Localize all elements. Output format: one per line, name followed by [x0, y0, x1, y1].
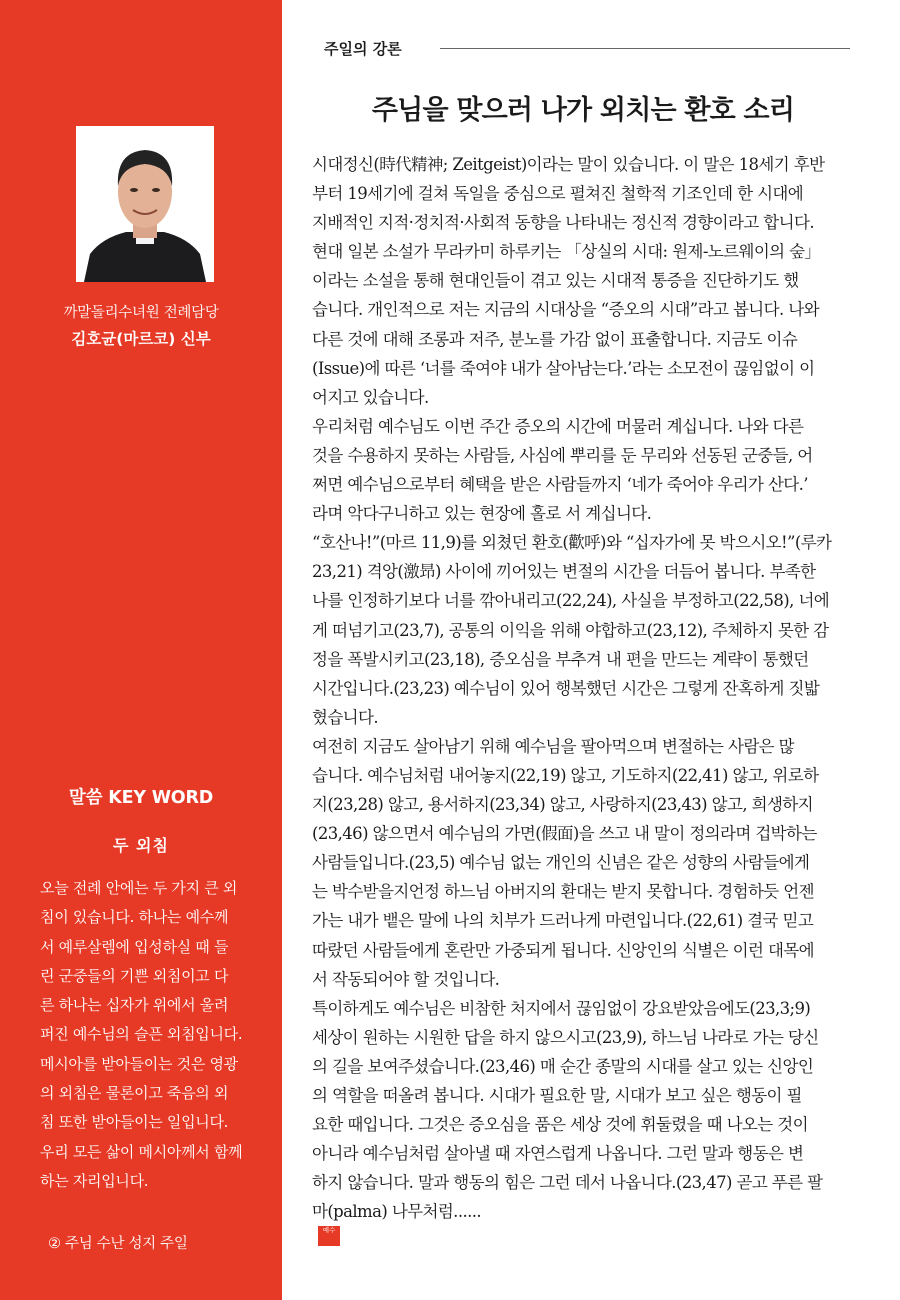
article-line: 지배적인 지적·정치적·사회적 동향을 나타내는 정신적 경향이라고 합니다. [312, 213, 814, 233]
author-portrait-image [76, 126, 214, 282]
keyword-line: 침 또한 받아들이는 일입니다. [40, 1113, 229, 1132]
keyword-line: 린 군중들의 기쁜 외침이고 다 [40, 966, 229, 985]
article-title: 주님을 맞으러 나가 외치는 환호 소리 [371, 95, 795, 126]
article-line: 쩌면 예수님으로부터 혜택을 받은 사람들까지 ‘네가 죽어야 우리가 산다.’ [312, 475, 808, 495]
article-line: 우리처럼 예수님도 이번 주간 증오의 시간에 머물러 계십니다. 나와 다른 [312, 416, 804, 436]
article-line: 나를 인정하기보다 너를 깎아내리고(22,24), 사실을 부정하고(22,58), 너에 [312, 591, 830, 611]
article-line: 것을 수용하지 못하는 사람들, 사심에 뿌리를 둔 무리와 선동된 군중들, 어 [312, 445, 813, 465]
author-affiliation: 까말돌리수녀원 전례담당 [63, 305, 219, 321]
article-line: 이라는 소설을 통해 현대인들이 겪고 있는 시대적 통증을 진단하기도 했 [312, 271, 799, 291]
keyword-line: 우리 모든 삶이 메시아께서 함께 [40, 1142, 243, 1161]
article-line: 시간입니다.(23,23) 예수님이 있어 행복했던 시간은 그렇게 잔혹하게 짓밟 [312, 678, 820, 698]
end-mark-stamp: 예수 [318, 1226, 340, 1246]
article-line: 세상이 원하는 시원한 답을 하지 않으시고(23,9), 하느님 나라로 가는 당신 [312, 1027, 819, 1047]
article-body [312, 150, 854, 1246]
keyword-line: 른 하나는 십자가 위에서 울려 [40, 996, 229, 1015]
article-line: 사람들입니다.(23,5) 예수님 없는 개인의 신념은 같은 성향의 사람들에게 [312, 853, 810, 873]
keyword-line: 하는 자리입니다. [40, 1171, 149, 1190]
keyword-line: 침이 있습니다. 하나는 예수께 [40, 908, 229, 927]
article-line: 가는 내가 뱉은 말에 나의 치부가 드러나게 마련입니다.(22,61) 결국 믿고 [312, 911, 814, 931]
page-footer-note: ② 주님 수난 성지 주일 [48, 1236, 188, 1252]
article-line: 따랐던 사람들에게 혼란만 가중되게 됩니다. 신앙인의 식별은 이런 대목에 [312, 940, 814, 960]
article-line: 마(palma) 나무처럼...... [312, 1202, 482, 1222]
keyword-body [40, 874, 252, 1196]
article-line: 의 길을 보여주셨습니다.(23,46) 매 순간 종말의 시대를 살고 있는 신앙인 [312, 1056, 814, 1076]
article-line: 요한 때입니다. 그것은 증오심을 품은 세상 것에 휘둘렸을 때 나오는 것이 [312, 1115, 808, 1135]
keyword-line: 메시아를 받아들이는 것은 영광 [40, 1054, 238, 1073]
article-line: 부터 19세기에 걸쳐 독일을 중심으로 펼쳐진 철학적 기조인데 한 시대에 [312, 184, 804, 204]
article-line: 습니다. 개인적으로 저는 지금의 시대상을 “증오의 시대”라고 봅니다. 나와 [312, 300, 819, 320]
header-divider [440, 48, 850, 49]
article-line: (23,46) 않으면서 예수님의 가면(假面)을 쓰고 내 말이 정의라며 겁박하는 [312, 824, 817, 844]
article-line: 정을 폭발시키고(23,18), 증오심을 부추겨 내 편을 만드는 계략이 통했던 [312, 649, 809, 669]
author-name: 김호균(마르코) 신부 [71, 330, 211, 348]
keyword-line: 오늘 전례 안에는 두 가지 큰 외 [40, 879, 238, 897]
article-line: 현대 일본 소설가 무라카미 하루키는 「상실의 시대: 원제-노르웨이의 숲」 [312, 242, 821, 262]
article-line: 게 떠넘기고(23,7), 공통의 이익을 위해 야합하고(23,12), 주체하지 못한 감 [312, 620, 829, 640]
article-line: 서 작동되어야 할 것입니다. [312, 969, 500, 989]
keyword-line: 퍼진 예수님의 슬픈 외침입니다. [40, 1025, 243, 1044]
keyword-subheading: 두 외침 [113, 836, 169, 855]
article-line: 는 박수받을지언정 하느님 아버지의 환대는 받지 못합니다. 경험하듯 언젠 [312, 882, 814, 902]
article-line: 하지 않습니다. 말과 행동의 힘은 그런 데서 나옵니다.(23,47) 곧고 푸른 팔 [312, 1173, 823, 1193]
article-last-line [312, 1197, 854, 1246]
article-line: 지(23,28) 않고, 용서하지(23,34) 않고, 사랑하지(23,43) 않고, 희생하지 [312, 795, 813, 815]
article-line: “호산나!”(마르 11,9)를 외쳤던 환호(歡呼)와 “십자가에 못 박으시오!”(루카 [312, 533, 832, 553]
article-line: 아니라 예수님처럼 살아낼 때 자연스럽게 나옵니다. 그런 말과 행동은 변 [312, 1144, 804, 1164]
article-line: 특이하게도 예수님은 비참한 처지에서 끊임없이 강요받았음에도(23,3;9) [312, 998, 811, 1018]
keyword-heading: 말씀 KEY WORD [68, 788, 214, 808]
author-photo [76, 126, 214, 282]
article-line: 시대정신(時代精神; Zeitgeist)이라는 말이 있습니다. 이 말은 18세기 후반 [312, 155, 825, 174]
keyword-line: 의 외침은 물론이고 죽음의 외 [40, 1084, 229, 1103]
section-label: 주일의 강론 [324, 40, 402, 58]
article-line: 의 역할을 떠올려 봅니다. 시대가 필요한 말, 시대가 보고 싶은 행동이 필 [312, 1086, 802, 1105]
article-line: 여전히 지금도 살아남기 위해 예수님을 팔아먹으며 변절하는 사람은 많 [312, 736, 794, 756]
article-line: 23,21) 격앙(激昻) 사이에 끼어있는 변절의 시간을 더듬어 봅니다. 부족한 [312, 562, 816, 582]
article-line: (Issue)에 따른 ‘너를 죽여야 내가 살아남는다.’라는 소모전이 끊임없이 이 [312, 358, 815, 378]
article-line: 어지고 있습니다. [312, 387, 429, 407]
article-line: 다른 것에 대해 조롱과 저주, 분노를 가감 없이 표출합니다. 지금도 이슈 [312, 329, 798, 349]
article-line: 라며 악다구니하고 있는 현장에 홀로 서 계십니다. [312, 504, 652, 524]
article-line: 습니다. 예수님처럼 내어놓지(22,19) 않고, 기도하지(22,41) 않고, 위로하 [312, 765, 819, 785]
article-line: 혔습니다. [312, 707, 379, 727]
keyword-line: 서 예루살렘에 입성하실 때 들 [40, 937, 229, 956]
sidebar [0, 0, 282, 1300]
